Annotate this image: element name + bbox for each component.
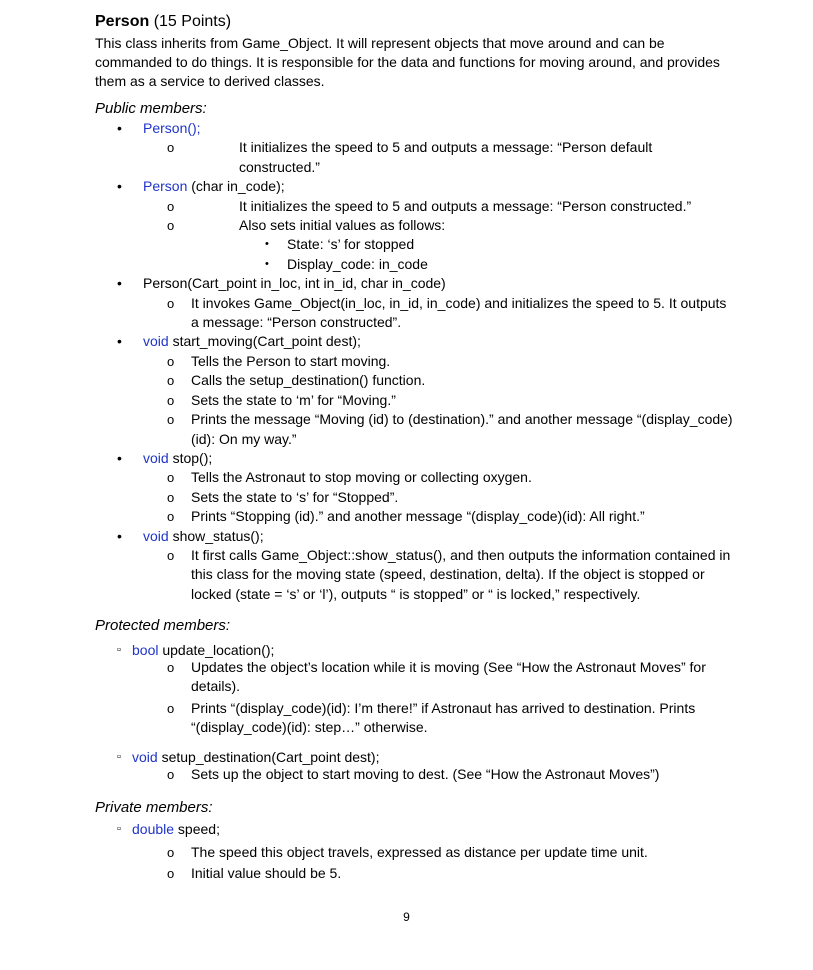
list-item: o Tells the Astronaut to stop moving or collecting oxygen. (95, 468, 735, 487)
circle-bullet-icon: o (167, 373, 175, 389)
public-members-list (95, 119, 735, 604)
square-bullet-icon: ▫ (117, 751, 121, 764)
list-item: o Sets the state to ‘m’ for “Moving.” (95, 391, 735, 410)
list-item: ▫ bool update_location(); o Updates the object’s location while it is moving (See “How the Astronaut Moves” for details). o Prints “(display_code)(id): I’m there!” if Astronaut has arrived to destination. Prints “(display_code)(id): step…” otherwise. (95, 642, 735, 737)
circle-bullet-icon: o (167, 866, 175, 882)
circle-bullet-icon: o (167, 845, 175, 861)
list-item: o It first calls Game_Object::show_status(), and then outputs the information contained in this class for the moving state (speed, destination, delta). If the object is stopped or locked (state = ‘s’ or ‘l’), outputs “ is stopped” or “ is locked,” respectively. (167, 546, 731, 602)
list-item: o Updates the object’s location while it is moving (See “How the Astronaut Moves” for details). (167, 659, 706, 695)
circle-bullet-icon: o (167, 198, 175, 214)
class-name: Person (95, 13, 150, 30)
circle-bullet-icon: o (167, 489, 175, 505)
private-members-list (95, 820, 735, 884)
protected-members-heading: Protected members: (95, 617, 231, 635)
bullet-icon: • (117, 333, 122, 350)
list-item: • void start_moving(Cart_point dest); o Tells the Person to start moving. o Calls the setup_destination() function. o Sets the state to ‘m’ for “Moving.” o Prints the message “Moving (id) to (destination).” and another message “(display_code)(id): On my way.” (95, 332, 735, 448)
bullet-icon: • (117, 527, 122, 544)
public-members-heading: Public members: (95, 100, 207, 117)
circle-bullet-icon: o (167, 660, 175, 676)
list-item: • Person(); o It initializes the speed to 5 and outputs a message: “Person default constructed.” (95, 119, 735, 177)
list-item: • Person(Cart_point in_loc, int in_id, char in_code) o It invokes Game_Object(in_loc, in_id, in_code) and initializes the speed to 5. It outputs a message: “Person constructed”. (95, 274, 735, 332)
circle-bullet-icon: o (167, 392, 175, 408)
list-item: o It invokes Game_Object(in_loc, in_id, in_code) and initializes the speed to 5. It outputs a message: “Person constructed”. (167, 294, 727, 331)
bullet-icon: • (117, 120, 122, 136)
list-item: • void show_status(); o It first calls Game_Object::show_status(), and then outputs the information contained in this class for the moving state (speed, destination, delta). If the object is stopped or locked (state = ‘s’ or ‘l’), outputs “ is stopped” or “ is locked,” respectively. (95, 527, 735, 605)
bullet-icon: • (117, 178, 122, 195)
list-item: o Tells the Person to start moving. (95, 352, 735, 371)
spacer (95, 737, 735, 749)
list-item: ▫ double speed; o The speed this object travels, expressed as distance per update time unit. o Initial value should be 5. (95, 820, 735, 884)
list-item: • Display_code: in_code (143, 255, 735, 274)
protected-members-list (95, 642, 735, 784)
list-item: ▫ void setup_destination(Cart_point dest); o Sets up the object to start moving to dest. (See “How the Astronaut Moves”) (95, 749, 735, 784)
list-item: o It initializes the speed to 5 and outputs a message: “Person constructed.” (95, 197, 735, 216)
square-bullet-icon: • (265, 238, 269, 251)
circle-bullet-icon: o (167, 140, 175, 156)
square-bullet-icon: ▫ (117, 644, 121, 657)
bullet-icon: • (117, 449, 122, 466)
circle-bullet-icon: o (167, 412, 175, 428)
list-item: o Prints “Stopping (id).” and another message “(display_code)(id): All right.” (95, 507, 735, 526)
circle-bullet-icon: o (167, 295, 175, 311)
square-bullet-icon: • (265, 257, 269, 270)
circle-bullet-icon: o (167, 509, 175, 525)
list-item: • State: ‘s’ for stopped (143, 235, 735, 254)
list-item: o Also sets initial values as follows: • State: ‘s’ for stopped • Display_code: in_code (95, 216, 735, 274)
document-page (95, 12, 735, 884)
list-item: o Prints “(display_code)(id): I’m there!” if Astronaut has arrived to destination. Prints “(display_code)(id): step…” otherwise. (167, 700, 696, 736)
page-number: 9 (403, 910, 410, 924)
list-item: o Initial value should be 5. (95, 863, 735, 884)
list-item: o Calls the setup_destination() function. (95, 371, 735, 390)
list-item: o The speed this object travels, expressed as distance per update time unit. (95, 842, 735, 863)
circle-bullet-icon: o (167, 218, 175, 234)
list-item: • void stop(); o Tells the Astronaut to stop moving or collecting oxygen. o Sets the state to ‘s’ for “Stopped”. o Prints “Stopping (id).” and another message “(display_code)(id): All right.” (95, 449, 735, 527)
class-heading (95, 12, 735, 32)
intro-paragraph: This class inherits from Game_Object. It will represent objects that move around and can be commanded to do things. It is responsible for the data and functions for moving around, and provides them as a service to derived classes. (95, 35, 720, 89)
list-item: o Sets up the object to start moving to dest. (See “How the Astronaut Moves”) (167, 766, 660, 783)
private-members-heading: Private members: (95, 799, 213, 817)
list-item: o Prints the message “Moving (id) to (destination).” and another message “(display_code)(id): On my way.” (167, 411, 733, 447)
circle-bullet-icon: o (167, 353, 175, 369)
list-item: o It initializes the speed to 5 and outputs a message: “Person default constructed.” (167, 139, 653, 175)
list-item: o Sets the state to ‘s’ for “Stopped”. (95, 488, 735, 507)
circle-bullet-icon: o (167, 767, 175, 783)
bullet-icon: • (117, 275, 122, 292)
circle-bullet-icon: o (167, 547, 175, 563)
class-points: (15 Points) (153, 13, 232, 30)
list-item: • Person (char in_code); o It initializes the speed to 5 and outputs a message: “Person constructed.” o Also sets initial values as follows: • State: ‘s’ for stopped • Display_code: in_code (95, 177, 735, 274)
square-bullet-icon: ▫ (117, 823, 121, 836)
circle-bullet-icon: o (167, 470, 175, 486)
circle-bullet-icon: o (167, 701, 175, 717)
